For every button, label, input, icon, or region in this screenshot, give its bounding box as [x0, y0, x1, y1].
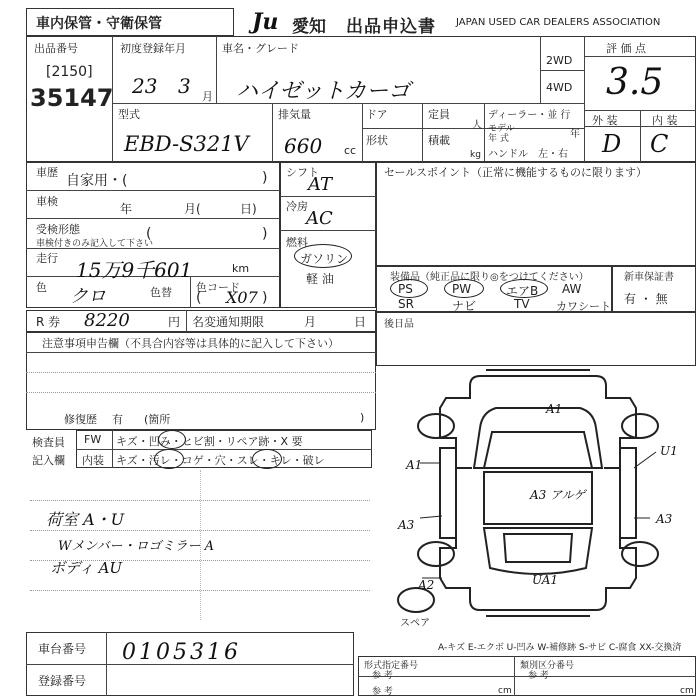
year-unit: 年	[570, 129, 580, 140]
equipment-label: 装備品（純正品に限り◎をつけてください）	[390, 272, 589, 283]
inspection-label: 車検	[36, 195, 58, 208]
displacement-label: 排気量	[278, 108, 311, 121]
name-change-month: 月	[304, 315, 317, 329]
capacity-unit: 人	[472, 120, 482, 131]
bottom-ref-label-1: 参 考	[372, 687, 393, 697]
lot-number: 35147	[30, 84, 114, 112]
car-name-value: ハイゼットカーゴ	[236, 79, 411, 104]
ac-label: 冷房	[286, 200, 308, 213]
lot-sub-number: [2150]	[46, 64, 93, 80]
damage-label-rear: UA1	[532, 573, 559, 587]
sales-point-label: セールスポイント（正常に機能するものに限ります）	[384, 166, 648, 179]
fuel-label: 燃料	[286, 236, 308, 249]
interior-score: C	[650, 130, 669, 158]
damage-label-center: A3 アルゲ	[530, 488, 586, 502]
damage-label-left-rear: A3	[398, 518, 415, 532]
damage-legend: A-キズ E-エクボ U-凹み W-補修跡 S-サビ C-腐食 XX-交換済	[438, 643, 682, 653]
shift-value: AT	[308, 174, 333, 195]
score-label: 評 価 点	[606, 42, 646, 55]
drive-4wd: 4WD	[546, 81, 573, 94]
color-label: 色	[36, 281, 47, 294]
interior-stain-circle	[154, 449, 184, 469]
region-name: 愛知	[292, 17, 326, 37]
load-label: 積載	[428, 134, 450, 147]
interior-label: 内 装	[652, 114, 678, 127]
color-code-label: 色コード	[196, 281, 240, 294]
damage-label-right-front: U1	[660, 444, 678, 458]
category-label: 類別区分番号	[520, 661, 575, 671]
type-designation-label: 形式指定番号	[364, 661, 419, 671]
inspection-day-unit: 日)	[240, 202, 257, 216]
fw-label: FW	[84, 433, 102, 446]
equip-airbag: エアB	[506, 284, 539, 298]
handle-label: ハンドル	[488, 149, 528, 160]
inspection-month-unit: 月(	[184, 202, 201, 216]
exterior-score: D	[602, 130, 622, 158]
bottom-cm-1: cm	[498, 686, 512, 696]
inspector-label-2: 記入欄	[32, 454, 65, 467]
interior-wear-circle	[252, 449, 282, 469]
mileage-value: 15万9千601	[76, 258, 193, 282]
capacity-label: 定員	[428, 108, 450, 121]
recycle-note: 車検付きのみ記入して下さい	[36, 239, 154, 249]
mileage-label: 走行	[36, 252, 58, 265]
storage-label: 車内保管・守衛保管	[36, 16, 162, 32]
fw-items: キズ・凹み・ヒビ割・リペア跡・X 要	[116, 435, 303, 448]
spare-label: スペア	[400, 618, 430, 629]
registration-month: 3	[178, 74, 191, 98]
equip-pw-circle	[444, 279, 484, 298]
damage-label-spare-area: A2	[418, 578, 435, 592]
displacement-unit: cc	[344, 144, 357, 157]
warranty-label: 新車保証書	[624, 272, 674, 283]
history-value: 自家用・(	[66, 173, 128, 189]
registration-year: 23	[132, 74, 158, 98]
reg-number-label: 登録番号	[38, 674, 87, 688]
load-unit: kg	[470, 150, 481, 160]
category-ref-label: 参 考	[528, 671, 549, 681]
fuel-circle	[294, 244, 352, 268]
equip-navi: ナビ	[452, 299, 477, 313]
ac-value: AC	[306, 208, 333, 229]
inspector-note-3: ボディ AU	[50, 559, 123, 577]
color-code-value: X07	[226, 288, 258, 307]
interior-inspect-label: 内装	[82, 454, 104, 467]
equip-seat: カワシート	[556, 300, 611, 313]
inspector-note-2: Wメンバー・ロゴミラー A	[58, 539, 214, 554]
inspection-year-unit: 年	[120, 202, 133, 216]
chassis-label: 車台番号	[38, 642, 87, 656]
registration-label: 初度登録年月	[120, 42, 186, 55]
damage-label-roof: A1	[546, 402, 563, 416]
mileage-unit: km	[232, 262, 250, 275]
equip-pw: PW	[452, 282, 472, 296]
repair-value: 有	[112, 413, 123, 426]
damage-label-left-front: A1	[406, 458, 423, 472]
association-name: JAPAN USED CAR DEALERS ASSOCIATION	[456, 17, 661, 28]
form-title: 出品申込書	[346, 17, 436, 37]
fw-dent-circle	[158, 430, 186, 449]
after-fit-box	[376, 312, 696, 366]
displacement-value: 660	[284, 134, 323, 158]
year-style-label: 年 式	[488, 134, 509, 144]
name-change-label: 名変通知期限	[192, 315, 265, 329]
model-year-label: モデル	[488, 124, 515, 134]
exterior-label: 外 装	[592, 114, 618, 127]
handle-options: 左・右	[538, 149, 568, 160]
r-ticket-value: 8220	[84, 310, 130, 331]
equip-ps: PS	[398, 282, 413, 296]
repair-place: (箇所	[144, 413, 171, 426]
model-value: EBD-S321V	[124, 132, 249, 156]
r-ticket-unit: 円	[168, 315, 181, 329]
equip-airbag-circle	[500, 279, 548, 298]
chassis-value: 0105316	[122, 640, 241, 665]
dealer-label: ディーラー・並 行	[488, 110, 571, 121]
recycle-close: )	[262, 226, 268, 242]
repair-close: )	[360, 411, 365, 424]
equip-tv: TV	[514, 297, 530, 311]
notes-label: 注意事項申告欄（不具合内容等は具体的に記入して下さい）	[42, 337, 339, 350]
repair-label: 修復歴	[64, 413, 97, 426]
fuel-light-oil: 軽 油	[306, 272, 334, 286]
lot-number-label: 出品番号	[34, 42, 78, 55]
recycle-label: 受検形態	[36, 223, 80, 236]
inspector-label-1: 検査員	[32, 436, 65, 449]
score-value: 3.5	[606, 62, 664, 103]
warranty-options: 有 ・ 無	[624, 292, 668, 306]
after-fit-label: 後日品	[384, 319, 414, 330]
bottom-cm-2: cm	[680, 686, 694, 696]
color-value: クロ	[70, 286, 106, 307]
ju-logo: Ju	[252, 9, 279, 35]
drive-2wd: 2WD	[546, 54, 573, 67]
fuel-gas: ガソリン	[300, 252, 349, 266]
inspector-note-1: 荷室 A・U	[46, 510, 125, 529]
recycle-open: (	[146, 226, 152, 242]
damage-label-right-rear: A3	[656, 512, 673, 526]
equip-aw: AW	[562, 282, 582, 296]
car-name-label: 車名・グレード	[222, 42, 299, 55]
equip-sr: SR	[398, 297, 414, 311]
interior-items: キズ・汚レ・コゲ・穴・スレ・キレ・破レ	[116, 454, 325, 467]
model-label: 型式	[118, 108, 140, 121]
shift-label: シフト	[286, 166, 319, 179]
history-close: )	[262, 170, 268, 186]
color-change-label: 色替	[150, 286, 172, 299]
color-code-close: )	[262, 290, 268, 306]
registration-month-unit: 月	[202, 90, 213, 103]
color-code-open: (	[196, 290, 202, 306]
type-ref-label: 参 考	[372, 671, 393, 681]
name-change-day: 日	[354, 315, 367, 329]
r-ticket-label: R 券	[36, 315, 61, 329]
equip-ps-circle	[390, 279, 428, 298]
door-label: ドア	[366, 108, 388, 121]
shape-label: 形状	[366, 134, 388, 147]
history-label: 車歴	[36, 166, 58, 179]
